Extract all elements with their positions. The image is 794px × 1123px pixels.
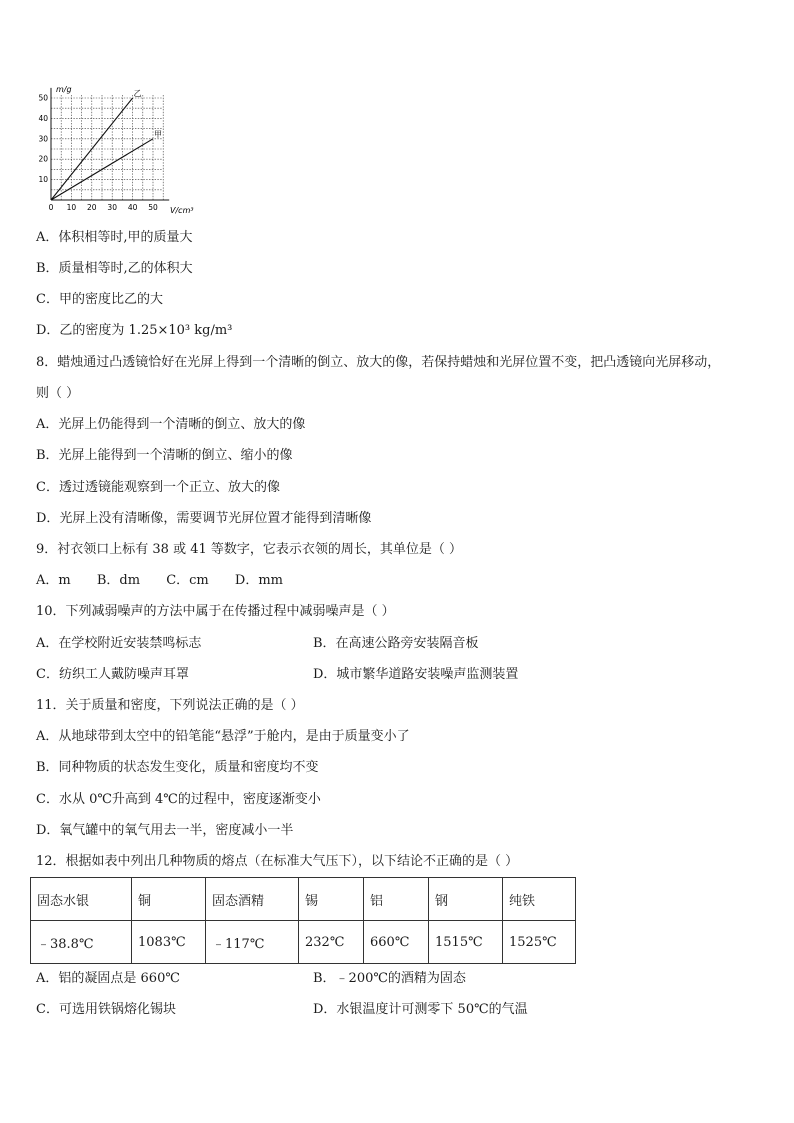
q10-option-d[interactable]: D．城市繁华道路安装噪声监测装置 bbox=[313, 667, 519, 682]
y-tick-label: 50 bbox=[38, 93, 48, 103]
y-tick-label: 10 bbox=[38, 175, 48, 185]
q7-option-a[interactable]: A．体积相等时,甲的质量大 bbox=[36, 230, 193, 245]
q8-option-c[interactable]: C．透过透镜能观察到一个正立、放大的像 bbox=[36, 480, 280, 495]
q7-option-b[interactable]: B．质量相等时,乙的体积大 bbox=[36, 261, 193, 276]
q12-option-a[interactable]: A．铝的凝固点是 660℃ bbox=[36, 971, 180, 986]
x-axis-label: V/cm³ bbox=[170, 206, 194, 215]
table-value-cell: ﹣117℃ bbox=[206, 921, 299, 964]
q11-option-d[interactable]: D．氧气罐中的氧气用去一半，密度减小一半 bbox=[36, 823, 294, 838]
q9-stem: 9．衬衣领口上标有 38 或 41 等数字，它表示衣领的周长，其单位是（ ） bbox=[36, 542, 463, 557]
table-header-cell: 锡 bbox=[299, 878, 364, 921]
q7-option-d[interactable]: D．乙的密度为 1.25×10³ kg/m³ bbox=[36, 323, 233, 338]
table-header-row bbox=[31, 878, 576, 921]
table-header-cell: 固态酒精 bbox=[206, 878, 299, 921]
q11-option-c[interactable]: C．水从 0℃升高到 4℃的过程中，密度逐渐变小 bbox=[36, 792, 321, 807]
table-header-cell: 铜 bbox=[132, 878, 206, 921]
table-value-cell: ﹣38.8℃ bbox=[31, 921, 132, 964]
q10-option-b[interactable]: B．在高速公路旁安装隔音板 bbox=[313, 636, 479, 651]
table-header-cell: 纯铁 bbox=[503, 878, 576, 921]
q10-option-a[interactable]: A．在学校附近安装禁鸣标志 bbox=[36, 636, 202, 651]
y-tick-label: 40 bbox=[38, 113, 48, 123]
q11-option-a[interactable]: A．从地球带到太空中的铅笔能“悬浮”于舱内，是由于质量变小了 bbox=[36, 729, 410, 744]
q10-stem: 10．下列减弱噪声的方法中属于在传播过程中减弱噪声是（ ） bbox=[36, 604, 395, 619]
y-tick-label: 20 bbox=[38, 154, 48, 164]
q7-option-c[interactable]: C．甲的密度比乙的大 bbox=[36, 292, 163, 307]
table-value-cell: 660℃ bbox=[364, 921, 429, 964]
x-tick-label: 20 bbox=[87, 203, 97, 212]
table-header-cell: 钢 bbox=[429, 878, 503, 921]
x-tick-label: 50 bbox=[148, 203, 158, 212]
q8-option-b[interactable]: B．光屏上能得到一个清晰的倒立、缩小的像 bbox=[36, 448, 293, 463]
chart-axes bbox=[51, 88, 169, 200]
q10-option-c[interactable]: C．纺织工人戴防噪声耳罩 bbox=[36, 667, 189, 682]
y-tick-label: 30 bbox=[38, 134, 48, 144]
q9-option-b[interactable]: B．dm bbox=[96, 573, 141, 588]
q8-option-d[interactable]: D．光屏上没有清晰像，需要调节光屏位置才能得到清晰像 bbox=[36, 511, 372, 526]
chart-ticks bbox=[38, 94, 158, 213]
series-label: 乙 bbox=[133, 89, 142, 98]
q8-stem-line1: 8．蜡烛通过凸透镜恰好在光屏上得到一个清晰的倒立、放大的像，若保持蜡烛和光屏位置不变，把凸透镜向光屏移动， bbox=[36, 355, 721, 370]
q9-option-a[interactable]: A．m bbox=[36, 573, 71, 588]
q12-stem: 12．根据如表中列出几种物质的熔点（在标准大气压下），以下结论不正确的是（ ） bbox=[36, 854, 519, 869]
q12-option-c[interactable]: C．可选用铁锅熔化锡块 bbox=[36, 1002, 176, 1017]
x-tick-label: 0 bbox=[48, 203, 54, 212]
q8-stem-line2: 则（ ） bbox=[36, 386, 80, 401]
q12-option-b[interactable]: B．﹣200℃的酒精为固态 bbox=[313, 971, 466, 986]
q8-option-a[interactable]: A．光屏上仍能得到一个清晰的倒立、放大的像 bbox=[36, 417, 306, 432]
q11-option-b[interactable]: B．同种物质的状态发生变化，质量和密度均不变 bbox=[36, 760, 319, 775]
q9-option-d[interactable]: D．mm bbox=[234, 573, 283, 588]
table-value-cell: 1525℃ bbox=[503, 921, 576, 964]
melting-point-table bbox=[30, 877, 576, 964]
table-header-cell: 固态水银 bbox=[31, 878, 132, 921]
table-value-cell: 232℃ bbox=[299, 921, 364, 964]
chart-lines bbox=[51, 89, 162, 200]
x-tick-label: 40 bbox=[127, 203, 138, 212]
q12-option-d[interactable]: D．水银温度计可测零下 50℃的气温 bbox=[313, 1002, 528, 1017]
chart-grid bbox=[51, 94, 163, 200]
mass-volume-chart bbox=[32, 84, 202, 220]
y-axis-label: m/g bbox=[56, 85, 72, 94]
x-tick-label: 30 bbox=[107, 203, 117, 212]
table-value-cell: 1083℃ bbox=[132, 921, 206, 964]
table-value-cell: 1515℃ bbox=[429, 921, 503, 964]
table-value-row bbox=[31, 921, 576, 964]
x-tick-label: 10 bbox=[66, 203, 77, 212]
series-label: 甲 bbox=[154, 129, 162, 139]
q9-options bbox=[36, 573, 305, 589]
q9-option-c[interactable]: C．cm bbox=[166, 573, 209, 588]
table-header-cell: 铝 bbox=[364, 878, 429, 921]
q11-stem: 11．关于质量和密度，下列说法正确的是（ ） bbox=[36, 698, 304, 713]
